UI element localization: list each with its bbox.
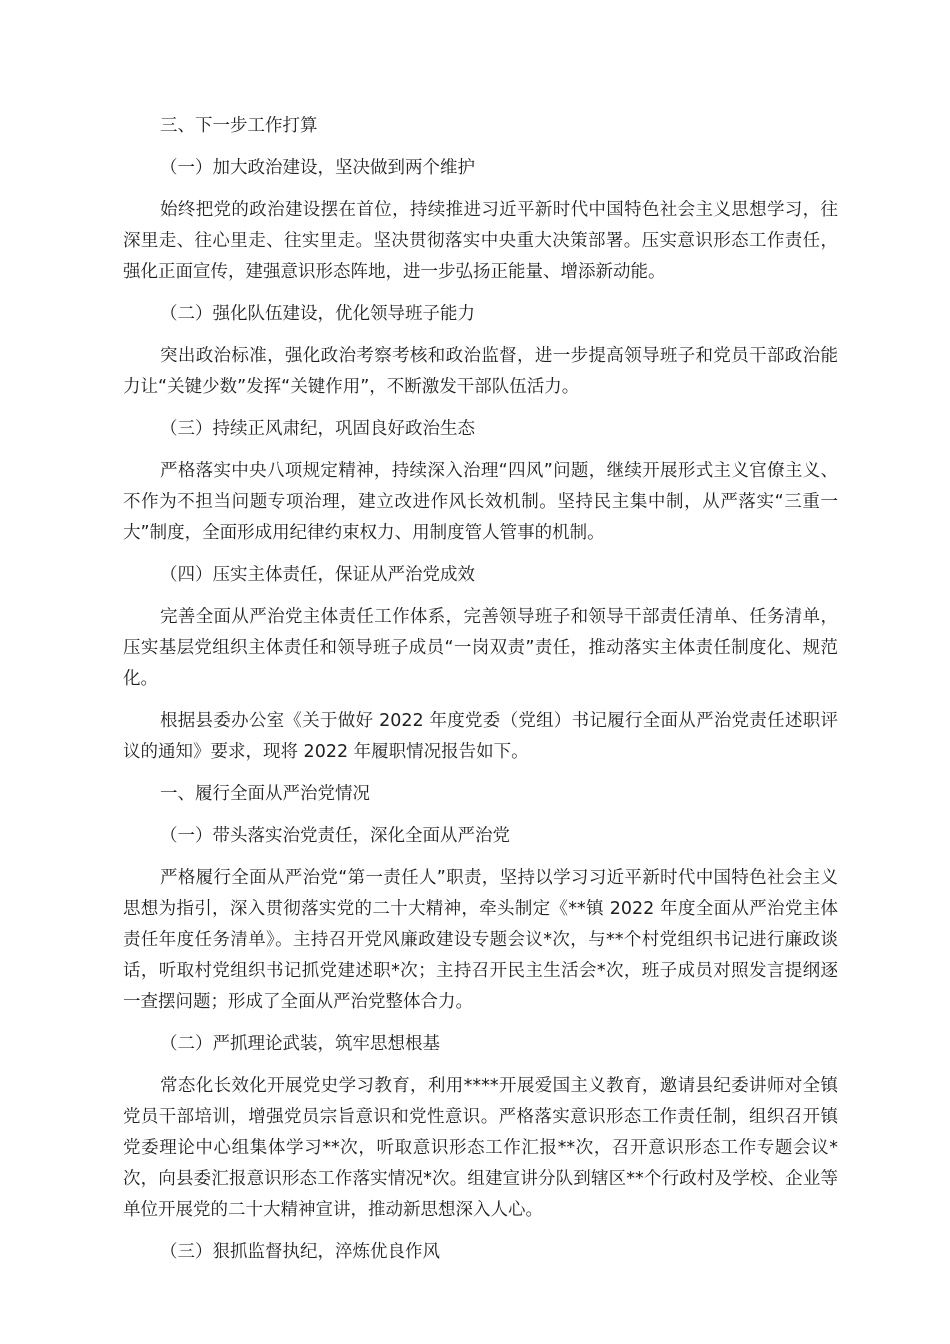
document-body	[123, 111, 838, 1279]
subsection-heading: （一）加大政治建设，坚决做到两个维护	[160, 158, 475, 178]
section-heading: 一、履行全面从严治党情况	[160, 784, 370, 804]
body-paragraph: 根据县委办公室《关于做好 2022 年度党委（党组）书记履行全面从严治党责任述职评议的通知》要求，现将 2022 年履职情况报告如下。	[123, 711, 838, 762]
subsection-heading: （四）压实主体责任，保证从严治党成效	[160, 565, 475, 585]
body-paragraph: 突出政治标准，强化政治考察考核和政治监督，进一步提高领导班子和党员干部政治能力让“关键少数”发挥“关键作用”，不断激发干部队伍活力。	[123, 346, 838, 397]
body-paragraph: 常态化长效化开展党史学习教育，利用****开展爱国主义教育，邀请县纪委讲师对全镇党员干部培训，增强党员宗旨意识和党性意识。严格落实意识形态工作责任制，组织召开镇党委理论中心组集体学习**次，听取意识形态工作汇报**次，召开意识形态工作专题会议*次，向县委汇报意识形态工作落实情况*次。组建宣讲分队到辖区**个行政村及学校、企业等单位开展党的二十大精神宣讲，推动新思想深入人心。	[123, 1076, 838, 1220]
subsection-heading: （三）狠抓监督执纪，淬炼优良作风	[160, 1242, 440, 1262]
body-paragraph: 严格落实中央八项规定精神，持续深入治理“四风”问题，继续开展形式主义官僚主义、不作为不担当问题专项治理，建立改进作风长效机制。坚持民主集中制，从严落实“三重一大”制度，全面形成用纪律约束权力、用制度管人管事的机制。	[123, 461, 838, 543]
body-paragraph: 始终把党的政治建设摆在首位，持续推进习近平新时代中国特色社会主义思想学习，往深里走、往心里走、往实里走。坚决贯彻落实中央重大决策部署。压实意识形态工作责任，强化正面宣传，建强意识形态阵地，进一步弘扬正能量、增添新动能。	[123, 200, 838, 282]
subsection-heading: （三）持续正风肃纪，巩固良好政治生态	[160, 419, 475, 439]
body-paragraph: 严格履行全面从严治党“第一责任人”职责，坚持以学习习近平新时代中国特色社会主义思想为指引，深入贯彻落实党的二十大精神，牵头制定《**镇 2022 年度全面从严治党主体责任年度任务清单》。主持召开党风廉政建设专题会议*次，与**个村党组织书记进行廉政谈话，听取村党组织书记抓党建述职*次；主持召开民主生活会*次，班子成员对照发言提纲逐一查摆问题；形成了全面从严治党整体合力。	[123, 868, 838, 1012]
subsection-heading: （一）带头落实治党责任，深化全面从严治党	[160, 826, 510, 846]
subsection-heading: （二）严抓理论武装，筑牢思想根基	[160, 1034, 440, 1054]
section-heading: 三、下一步工作打算	[160, 116, 318, 136]
subsection-heading: （二）强化队伍建设，优化领导班子能力	[160, 304, 475, 324]
body-paragraph: 完善全面从严治党主体责任工作体系，完善领导班子和领导干部责任清单、任务清单，压实基层党组织主体责任和领导班子成员“一岗双责”责任，推动落实主体责任制度化、规范化。	[123, 607, 838, 689]
